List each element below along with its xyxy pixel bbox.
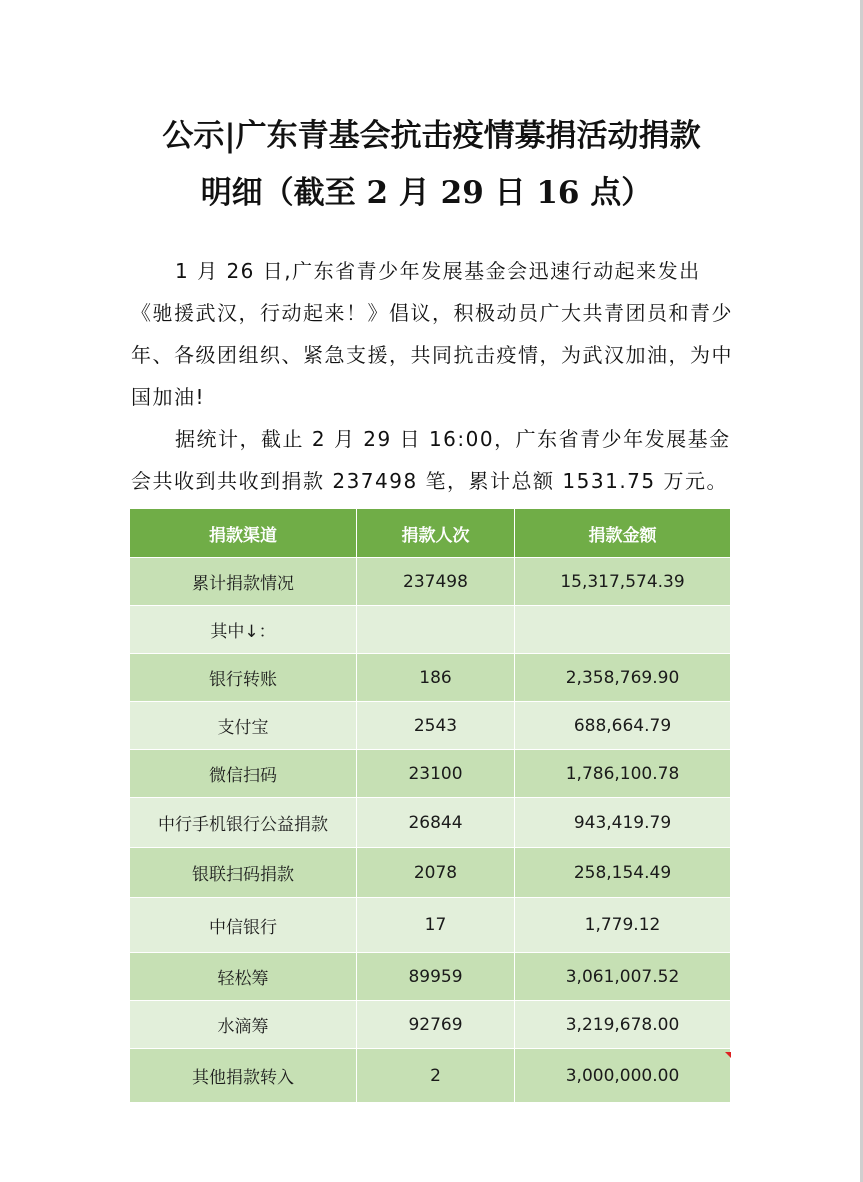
- table-row: [130, 1049, 731, 1103]
- header-count: 捐款人次: [357, 509, 515, 558]
- cell-channel: 中行手机银行公益捐款: [130, 798, 357, 848]
- cell-channel: 银联扫码捐款: [130, 848, 357, 898]
- paragraph-statistics: 据统计，截止 2 月 29 日 16:00，广东省青少年发展基金会共收到共收到捐款 237498 笔，累计总额 1531.75 万元。: [131, 427, 731, 493]
- table-row: [130, 798, 731, 848]
- cell-count: 23100: [357, 750, 515, 798]
- table-row: [130, 848, 731, 898]
- cell-amount: 1,786,100.78: [515, 750, 731, 798]
- header-amount: 捐款金额: [515, 509, 731, 558]
- cell-count: 237498: [357, 558, 515, 606]
- cell-count: 89959: [357, 953, 515, 1001]
- cell-count: 92769: [357, 1001, 515, 1049]
- cell-count: [357, 606, 515, 654]
- cell-channel: 其他捐款转入: [130, 1049, 357, 1103]
- donation-table-wrapper: [129, 508, 731, 1103]
- cell-channel: 支付宝: [130, 702, 357, 750]
- cell-amount: [515, 606, 731, 654]
- cell-comment-marker: [725, 1052, 731, 1058]
- cell-amount: 258,154.49: [515, 848, 731, 898]
- table-row: [130, 702, 731, 750]
- cell-channel: 微信扫码: [130, 750, 357, 798]
- page-title: [0, 108, 863, 222]
- paragraph-initiative: 1 月 26 日,广东省青少年发展基金会迅速行动起来发出《驰援武汉，行动起来！》倡议，积极动员广大共青团员和青少年、各级团组织、紧急支援，共同抗击疫情，为武汉加油，为中国加油!: [131, 259, 733, 409]
- cell-channel: 轻松筹: [130, 953, 357, 1001]
- cell-count: 2543: [357, 702, 515, 750]
- cell-channel: 中信银行: [130, 898, 357, 953]
- cell-amount: 688,664.79: [515, 702, 731, 750]
- cell-channel: 银行转账: [130, 654, 357, 702]
- cell-amount: 2,358,769.90: [515, 654, 731, 702]
- cell-count: 2078: [357, 848, 515, 898]
- header-channel: 捐款渠道: [130, 509, 357, 558]
- donation-table: [129, 508, 731, 1103]
- title-line-1: 公示|广东青基会抗击疫情募捐活动捐款: [162, 118, 701, 154]
- article-body: [131, 250, 733, 502]
- table-header-row: [130, 509, 731, 558]
- table-row: [130, 558, 731, 606]
- title-line-2: 明细（截至 2 月 29 日 16 点）: [200, 175, 653, 211]
- cell-amount: 943,419.79: [515, 798, 731, 848]
- cell-count: 186: [357, 654, 515, 702]
- cell-channel: 水滴筹: [130, 1001, 357, 1049]
- table-row: [130, 898, 731, 953]
- cell-amount: 3,000,000.00: [515, 1049, 731, 1103]
- cell-amount: 3,061,007.52: [515, 953, 731, 1001]
- table-row: [130, 606, 731, 654]
- cell-amount: 15,317,574.39: [515, 558, 731, 606]
- cell-count: 2: [357, 1049, 515, 1103]
- table-row: [130, 953, 731, 1001]
- cell-channel: 累计捐款情况: [130, 558, 357, 606]
- table-row: [130, 750, 731, 798]
- cell-amount: 3,219,678.00: [515, 1001, 731, 1049]
- cell-count: 17: [357, 898, 515, 953]
- cell-channel: 其中↓：: [130, 606, 357, 654]
- table-row: [130, 1001, 731, 1049]
- cell-count: 26844: [357, 798, 515, 848]
- table-row: [130, 654, 731, 702]
- cell-amount: 1,779.12: [515, 898, 731, 953]
